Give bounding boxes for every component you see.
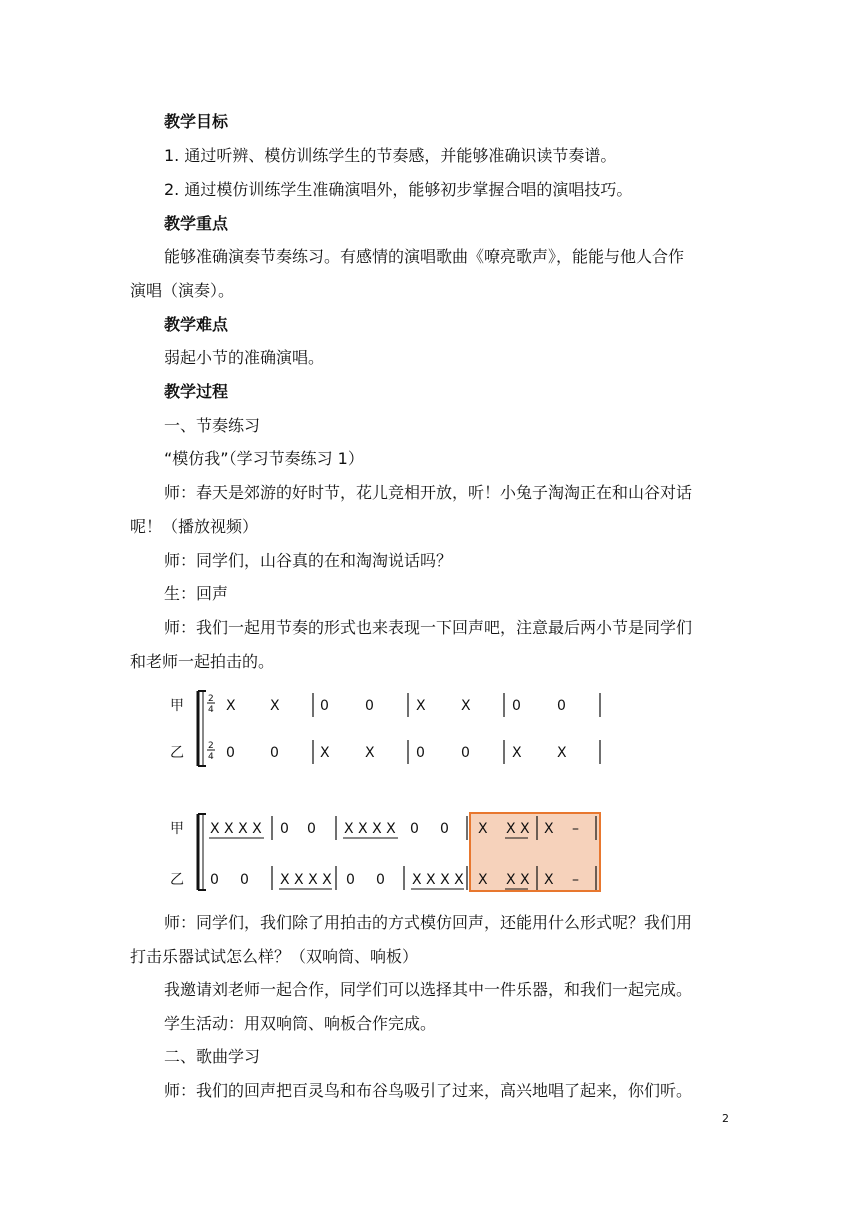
page-number: 2: [722, 1112, 729, 1125]
dialogue-line-5a: 师：同学们，我们除了用拍击的方式模仿回声，还能用什么形式呢？我们用: [164, 913, 693, 932]
note-b8: X: [557, 745, 567, 761]
note-group-a8: X X: [506, 821, 530, 837]
rhythm-score-system-2: [160, 808, 620, 896]
difficulties-text: 弱起小节的准确演唱。: [164, 348, 325, 367]
note-group-a1: X X X X: [210, 821, 262, 837]
note-a7: 0: [512, 698, 521, 714]
dialogue-line-1a: 师：春天是郊游的好时节，花儿竞相开放，听！小兔子淘淘正在和山谷对话: [164, 483, 693, 502]
time-sig-den-a: 4: [208, 705, 214, 715]
note-a5: X: [416, 698, 426, 714]
section-rhythm: 一、节奏练习: [164, 416, 261, 435]
dialogue-line-6: 我邀请刘老师一起合作，同学们可以选择其中一件乐器，和我们一起完成。: [164, 980, 693, 999]
time-sig-num-b: 2: [208, 741, 214, 751]
note-b4: X: [365, 745, 375, 761]
dialogue-line-2: 师：同学们，山谷真的在和淘淘说话吗？: [164, 551, 453, 570]
heading-key-points: 教学重点: [164, 214, 229, 233]
part-label-a: 甲: [170, 821, 184, 837]
dialogue-line-1b: 呢！（播放视频）: [130, 517, 259, 536]
part-label-a: 甲: [170, 698, 184, 714]
key-points-text-line2: 演唱（演奏）。: [130, 281, 235, 300]
note-a7: X: [478, 821, 488, 837]
dialogue-line-3: 生：回声: [164, 584, 229, 603]
heading-process: 教学过程: [164, 382, 229, 401]
note-group-a4: X X X X: [344, 821, 396, 837]
highlighted-measures: [470, 813, 600, 891]
note-a3: 0: [320, 698, 329, 714]
time-sig-num-a: 2: [208, 694, 214, 704]
note-group-b3: X X X X: [280, 872, 332, 888]
activity-imitate: “模仿我”（学习节奏练习 1）: [164, 449, 364, 468]
note-group-b6: X X X X: [412, 872, 464, 888]
note-b3: X: [320, 745, 330, 761]
note-b2: 0: [240, 872, 249, 888]
key-points-text-line1: 能够准确演奏节奏练习。有感情的演唱歌曲《嘹亮歌声》，能能与他人合作: [164, 247, 685, 266]
dialogue-line-7: 师：我们的回声把百灵鸟和布谷鸟吸引了过来，高兴地唱了起来，你们听。: [164, 1081, 693, 1100]
note-group-b8: X X: [506, 872, 530, 888]
time-sig-den-b: 4: [208, 752, 214, 762]
note-a6: X: [461, 698, 471, 714]
heading-difficulties: 教学难点: [164, 315, 229, 334]
heading-teaching-goals: 教学目标: [164, 112, 229, 131]
note-b1: 0: [226, 745, 235, 761]
note-b7: X: [478, 872, 488, 888]
note-b7: X: [512, 745, 522, 761]
note-a8: 0: [557, 698, 566, 714]
dialogue-line-4a: 师：我们一起用节奏的形式也来表现一下回声吧，注意最后两小节是同学们: [164, 618, 693, 637]
dialogue-line-4b: 和老师一起拍击的。: [130, 652, 275, 671]
note-b6: 0: [461, 745, 470, 761]
note-b4: 0: [346, 872, 355, 888]
note-b2: 0: [270, 745, 279, 761]
note-a3: 0: [307, 821, 316, 837]
note-a2: 0: [280, 821, 289, 837]
note-a1: X: [226, 698, 236, 714]
part-label-b: 乙: [170, 745, 184, 761]
note-a9: X: [544, 821, 554, 837]
note-b5: 0: [416, 745, 425, 761]
note-b5: 0: [376, 872, 385, 888]
note-b1: 0: [210, 872, 219, 888]
part-label-b: 乙: [170, 872, 184, 888]
note-a5: 0: [410, 821, 419, 837]
note-b10: –: [572, 872, 579, 888]
goal-item-1: 1. 通过听辨、模仿训练学生的节奏感，并能够准确识读节奏谱。: [164, 146, 617, 165]
note-a2: X: [270, 698, 280, 714]
section-song: 二、歌曲学习: [164, 1047, 261, 1066]
note-b9: X: [544, 872, 554, 888]
dialogue-line-5b: 打击乐器试试怎么样？（双响筒、响板）: [130, 947, 419, 966]
goal-item-2: 2. 通过模仿训练学生准确演唱外，能够初步掌握合唱的演唱技巧。: [164, 180, 633, 199]
rhythm-score-system-1: [160, 684, 620, 774]
note-a10: –: [572, 821, 579, 837]
note-a6: 0: [440, 821, 449, 837]
student-activity: 学生活动：用双响筒、响板合作完成。: [164, 1014, 437, 1033]
note-a4: 0: [365, 698, 374, 714]
